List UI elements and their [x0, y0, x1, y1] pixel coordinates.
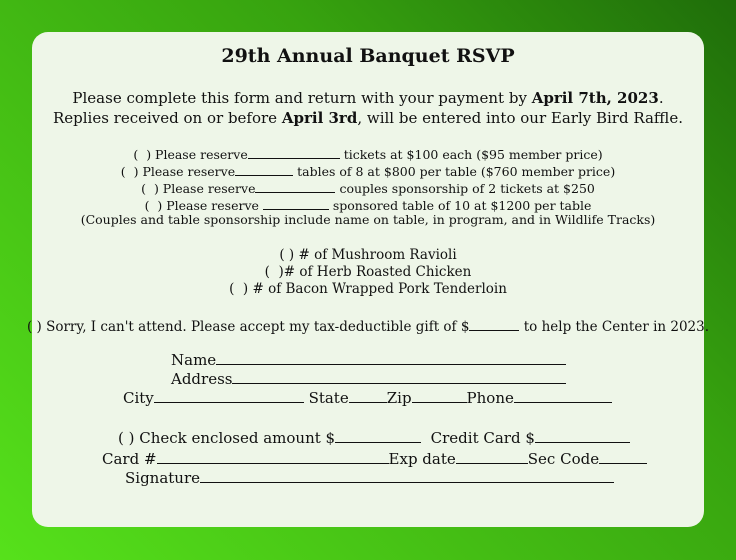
signature-label: Signature [125, 469, 201, 487]
decline-label: ( ) Sorry, I can't attend. Please accept my tax-deductible gift of $ [26, 319, 470, 335]
credit-amount-field[interactable] [535, 430, 630, 443]
card-row [102, 451, 647, 467]
option-label: tickets at $100 each ($95 member price) [339, 147, 603, 162]
address-row [171, 371, 566, 387]
intro-text: Please complete this form and return with your payment by [72, 89, 532, 107]
card-number-field[interactable] [157, 451, 389, 464]
zip-field[interactable] [412, 390, 467, 403]
meal-pork[interactable]: ( ) # of Bacon Wrapped Pork Tenderloin [229, 281, 507, 297]
signature-row [125, 470, 614, 486]
sec-code-field[interactable] [599, 451, 647, 464]
option-label: ( ) Please reserve [141, 181, 256, 196]
exp-label: Exp date [388, 450, 456, 468]
option-sponsored-table [0, 197, 736, 213]
city-label: City [123, 389, 154, 407]
address-label: Address [171, 370, 233, 388]
card-label: Card # [102, 450, 157, 468]
option-label: ( ) Please reserve [144, 198, 263, 213]
decline-line [0, 318, 736, 335]
check-label: ( ) Check enclosed amount $ [118, 429, 336, 447]
payment-row [118, 430, 630, 446]
tickets-qty-blank[interactable] [248, 146, 340, 159]
option-label: couples sponsorship of 2 tickets at $250 [335, 181, 595, 196]
deadline-date: April 7th, 2023 [531, 89, 659, 107]
option-tables [0, 163, 736, 179]
intro-line-2 [0, 111, 736, 126]
name-row [171, 352, 566, 368]
intro-text: Replies received on or before [52, 109, 282, 127]
credit-label: Credit Card $ [430, 429, 535, 447]
option-tickets [0, 146, 736, 162]
check-amount-field[interactable] [335, 430, 421, 443]
phone-field[interactable] [514, 390, 612, 403]
option-label: tables of 8 at $800 per table ($760 member price) [293, 164, 616, 179]
sec-label: Sec Code [527, 450, 600, 468]
state-label: State [308, 389, 349, 407]
state-field[interactable] [349, 390, 387, 403]
tables-qty-blank[interactable] [235, 163, 293, 176]
meal-ravioli[interactable]: ( ) # of Mushroom Ravioli [279, 247, 457, 263]
option-label: ( ) Please reserve [133, 147, 248, 162]
meal-chicken[interactable]: ( )# of Herb Roasted Chicken [264, 264, 472, 280]
intro-text: , will be entered into our Early Bird Raffle. [357, 109, 684, 127]
sponsorship-note: (Couples and table sponsorship include name on table, in program, and in Wildlife Tracks) [80, 212, 656, 227]
signature-field[interactable] [200, 470, 614, 483]
zip-label: Zip [386, 389, 412, 407]
couples-qty-blank[interactable] [255, 180, 335, 193]
option-label: sponsored table of 10 at $1200 per table [328, 198, 592, 213]
name-label: Name [171, 351, 217, 369]
decline-label: to help the Center in 2023. [519, 319, 710, 335]
option-couples [0, 180, 736, 196]
address-field[interactable] [232, 371, 566, 384]
name-field[interactable] [216, 352, 566, 365]
city-field[interactable] [154, 390, 304, 403]
intro-line-1 [0, 91, 736, 106]
option-label: ( ) Please reserve [120, 164, 236, 179]
raffle-date: April 3rd [281, 109, 358, 127]
sponsored-qty-blank[interactable] [263, 197, 329, 210]
city-row [123, 390, 612, 406]
intro-text: . [658, 89, 664, 107]
rsvp-title: 29th Annual Banquet RSVP [221, 45, 515, 67]
exp-date-field[interactable] [456, 451, 528, 464]
phone-label: Phone [466, 389, 514, 407]
gift-amount-blank[interactable] [469, 318, 519, 331]
